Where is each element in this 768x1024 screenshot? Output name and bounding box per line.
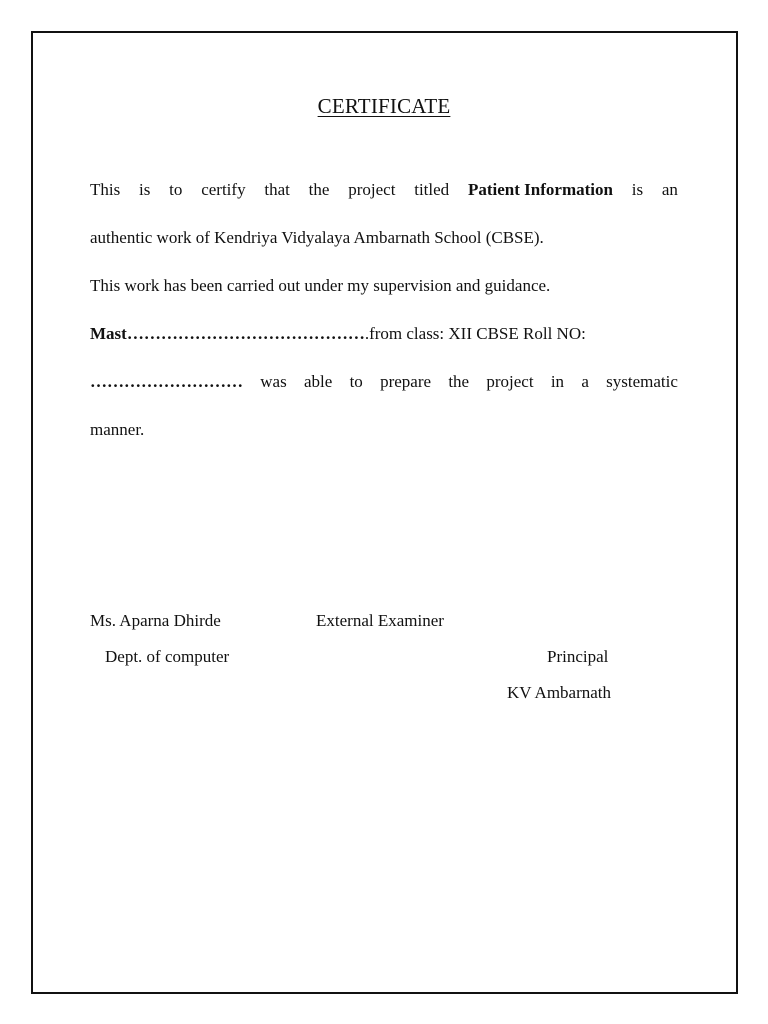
word: project bbox=[486, 372, 534, 391]
word: was bbox=[260, 372, 287, 391]
page-border bbox=[31, 31, 738, 994]
teacher-name: Ms. Aparna Dhirde bbox=[90, 611, 221, 630]
principal-title: Principal bbox=[547, 647, 609, 666]
teacher-department: Dept. of computer bbox=[105, 647, 230, 666]
word: project bbox=[348, 180, 396, 199]
external-examiner: External Examiner bbox=[316, 611, 444, 630]
word: that bbox=[264, 180, 290, 199]
word: to bbox=[349, 372, 363, 391]
word: a bbox=[581, 372, 589, 391]
student-name-blank: Mast…………………………………… bbox=[90, 324, 365, 343]
body-line-3: This work has been carried out under my supervision and guidance. bbox=[90, 276, 551, 295]
word: This bbox=[90, 180, 121, 199]
word: is bbox=[139, 180, 151, 199]
word: the bbox=[308, 180, 330, 199]
school-name: KV Ambarnath bbox=[507, 683, 612, 702]
certificate-title: CERTIFICATE bbox=[317, 94, 451, 118]
body-line-5 bbox=[90, 372, 678, 392]
word: able bbox=[303, 372, 333, 391]
word: titled bbox=[414, 180, 450, 199]
word: systematic bbox=[606, 372, 678, 391]
word: prepare bbox=[380, 372, 432, 391]
class-roll-text: .from class: XII CBSE Roll NO: bbox=[364, 324, 586, 343]
body-line-6: manner. bbox=[90, 420, 145, 439]
roll-number-blank: ……………………… bbox=[90, 372, 243, 391]
project-name: Patient Information bbox=[467, 180, 613, 199]
body-line-4 bbox=[90, 324, 678, 344]
body-line-1 bbox=[90, 180, 678, 200]
word: an bbox=[661, 180, 678, 199]
word: to bbox=[169, 180, 183, 199]
word: in bbox=[550, 372, 565, 391]
word: certify bbox=[201, 180, 246, 199]
word: the bbox=[448, 372, 470, 391]
body-line-2: authentic work of Kendriya Vidyalaya Ambarnath School (CBSE). bbox=[90, 228, 544, 247]
word: is bbox=[631, 180, 644, 199]
